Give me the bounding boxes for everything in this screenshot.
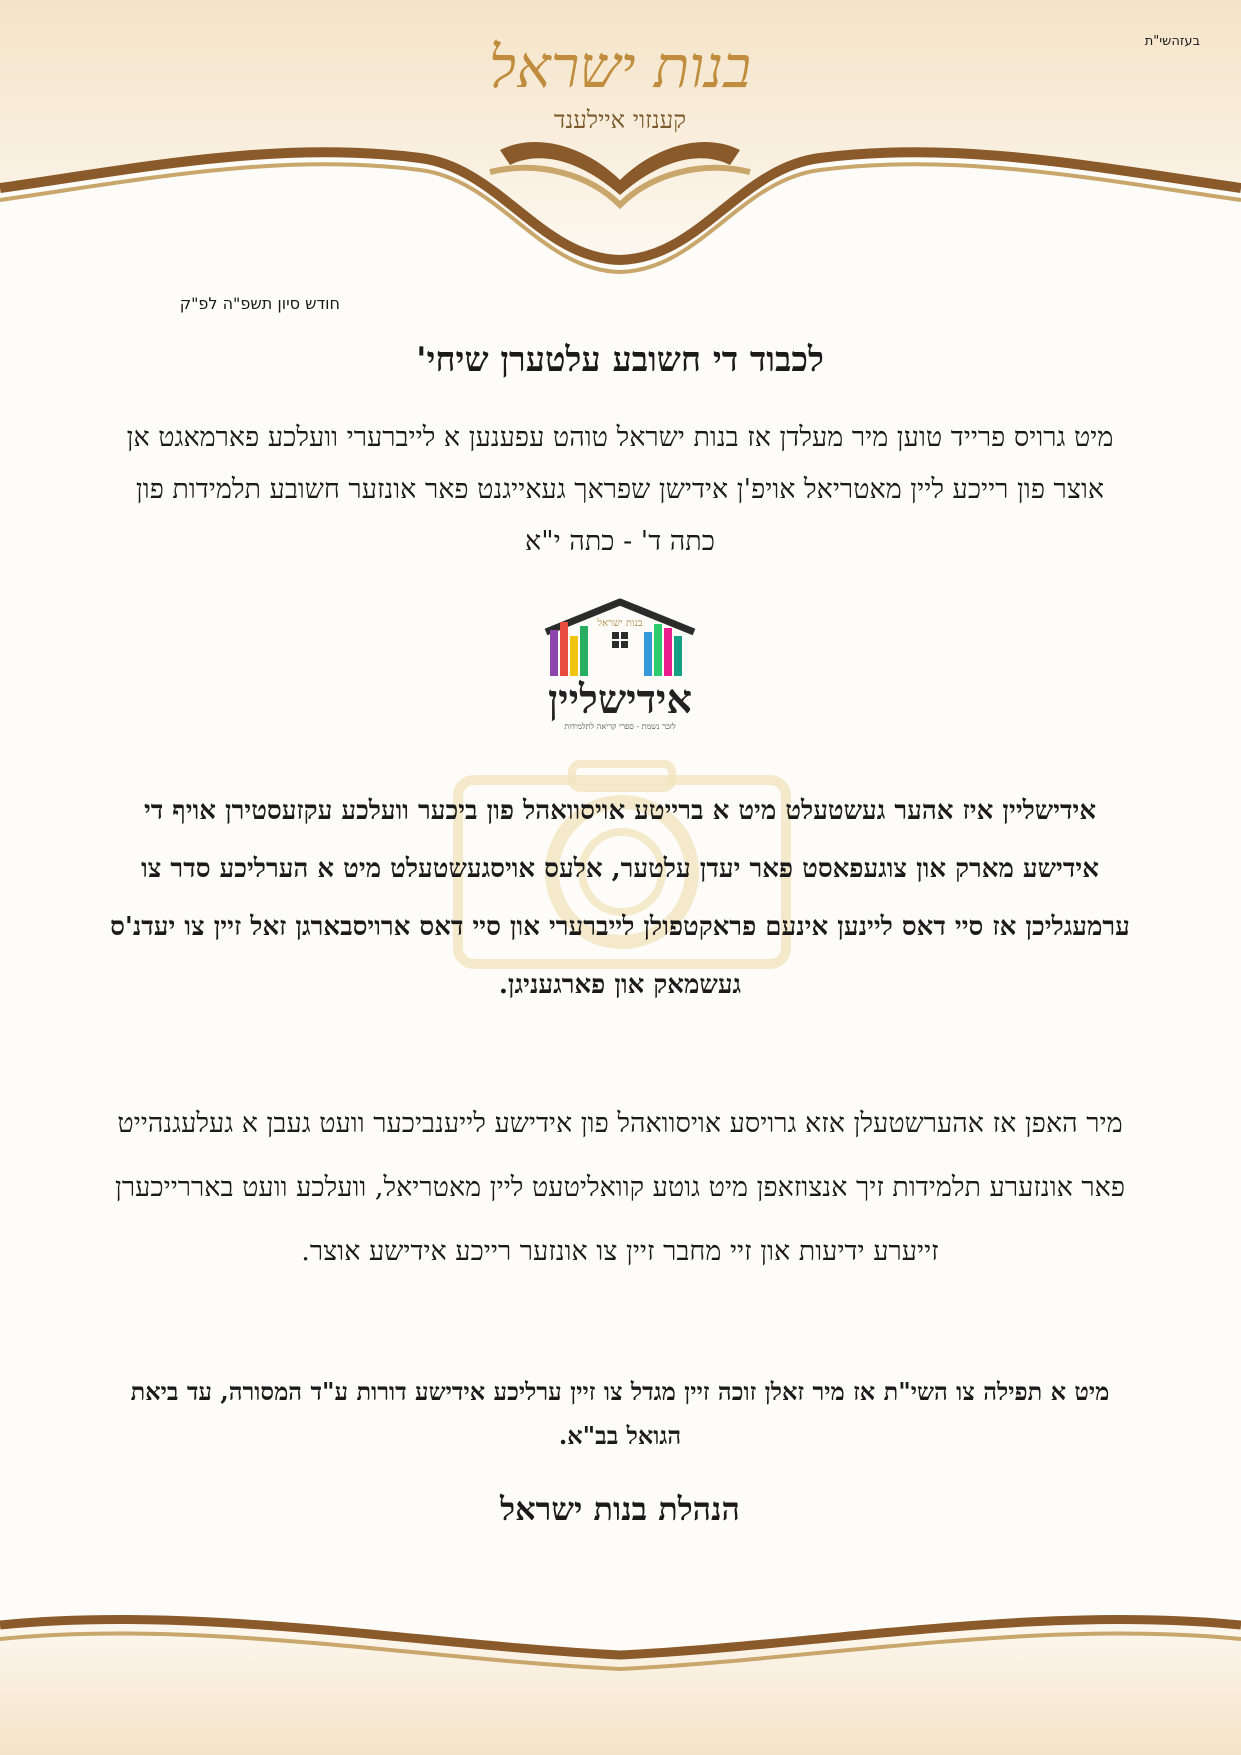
logo-book — [570, 636, 578, 676]
greeting-heading: לכבוד די חשובע עלטערן שיחי' — [416, 340, 824, 380]
library-logo-caption: לזכר נשמת - ספרי קריאה לתלמידות — [564, 722, 676, 731]
logo-house-label: בנות ישראל — [597, 618, 643, 629]
closing-paragraph: מיט א תפילה צו השי"ת אז מיר זאלן זוכה זיין מגדל צו זיין ערליכע אידישע דורות ע"ד המסורה, עד ביאת הגואל בב"א. — [130, 1377, 1110, 1450]
library-logo-wordmark: אידישליין — [547, 676, 693, 723]
brand-logo-title: בנות ישראל — [488, 33, 752, 101]
logo-books — [550, 622, 682, 676]
logo-book — [664, 628, 672, 676]
top-right-note: בעזהשי"ת — [1144, 34, 1200, 49]
date-line: חודש סיון תשפ"ה לפ"ק — [179, 294, 340, 313]
logo-book — [580, 626, 588, 676]
intro-paragraph: מיט גרויס פרייד טוען מיר מעלדן אז בנות ישראל טוהט עפענען א לייברערי וועלכע פארמאגט אן אוצר פון רייכע ליין מאטריאל אויפ'ן אידישן שפראך געאייגנט פאר אונזער חשובע תלמידות פון כתה ד' - כתה י"א — [126, 422, 1114, 557]
logo-book — [560, 622, 568, 676]
body-paragraph-1: אידישליין איז אהער געשטעלט מיט א ברייטע אויסוואהל פון ביכער וועלכע עקזעסטירן אויף די אידישע מארק און צוגעפאסט פאר יעדן עלטער, אלעס אויסגעשטעלט מיט א הערליכע סדר צו ערמעגליכן אז סיי דאס ליינען אינעם פראקטפולן לייברערי און סיי דאס ארויסבארגן זאל זיין צו יעדנ'ס געשמאק און פארגעניגן. — [110, 796, 1130, 1000]
signature: הנהלת בנות ישראל — [500, 1490, 740, 1528]
logo-book — [550, 630, 558, 676]
logo-book — [644, 632, 652, 676]
footer-decoration — [0, 1595, 1241, 1755]
logo-book — [654, 624, 662, 676]
brand-logo-subtitle: קענזוי איילענד — [553, 106, 687, 134]
logo-book — [674, 636, 682, 676]
body-paragraph-2: מיר האפן אז אהערשטעלן אזא גרויסע אויסוואהל פון אידישע לייענביכער וועט געבן א געלעגנהייט פאר אונזערע תלמידות זיך אנצוזאפן מיט גוטע קוואליטעט ליין מאטריאל, וועלכע וועט באררייכערן זייערע ידיעות און זיי מחבר זיין צו אונזער רייכע אידישע אוצר. — [115, 1108, 1125, 1267]
